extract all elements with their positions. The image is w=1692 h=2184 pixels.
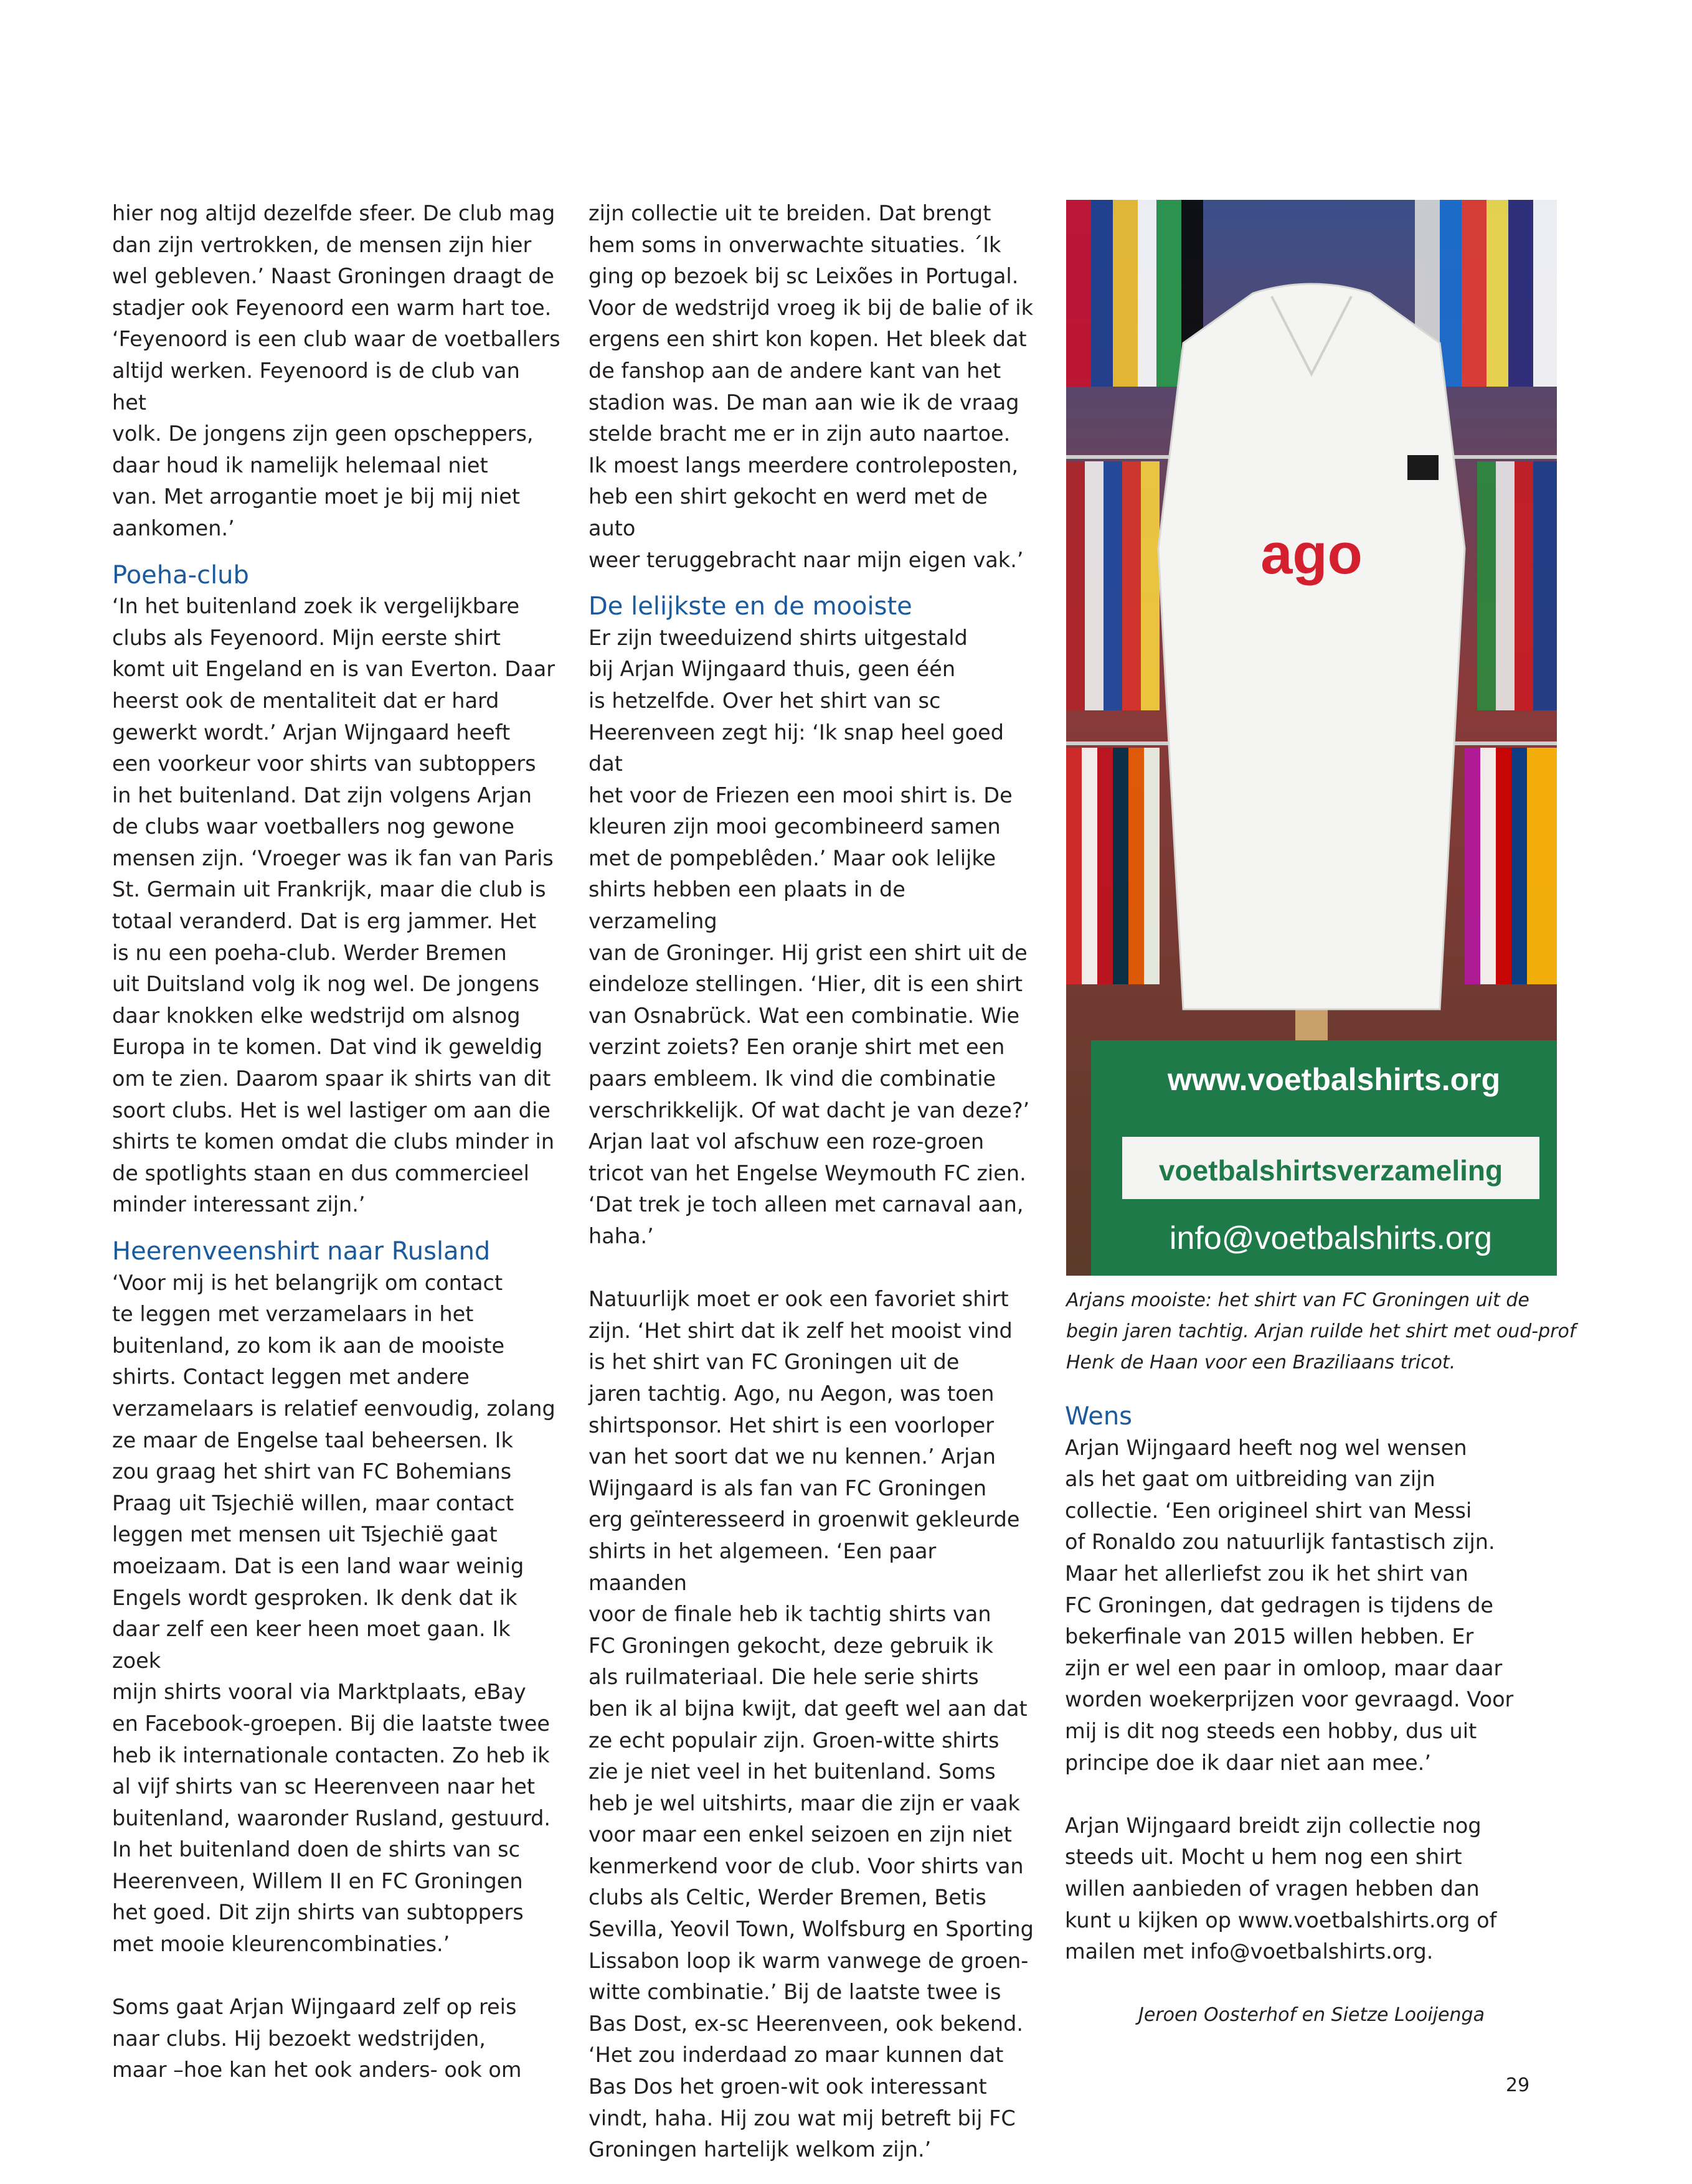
paragraph: Natuurlijk moet er ook een favoriet shirt zijn. ‘Het shirt dat ik zelf het mooist vind is het shirt van FC Groningen uit de jaren tachtig. Ago, nu Aegon, was toen shirtsponsor. Het shirt is een voorloper van het soort dat we nu kennen.’ Arjan Wijngaard is als fan van FC Groningen erg geïnteresseerd in groenwit gekleurde shirts in het algemeen. ‘Een paar maanden voor de finale heb ik tachtig shirts van FC Groningen gekocht, deze gebruik ik als ruilmateriaal. Die hele serie shirts ben ik al bijna kwijt, dat geeft wel aan dat ze echt populair zijn. Groen-witte shirts zie je niet veel in het buitenland. Soms heb je wel uitshirts, maar die zijn er vaak voor maar een enkel seizoen en zijn niet kenmerkend voor de club. Voor shirts van clubs als Celtic, Werder Bremen, Betis Sevilla, Yeovil Town, Wolfsburg en Sporting Lissabon loop ik warm vanwege de groen- witte combinatie.’ Bij de laatste twee is Bas Dost, ex-sc Heerenveen, ook bekend. ‘Het zou inderdaad zo maar kunnen dat Bas Dos het groen-wit ook interessant vindt, haha. Hij zou wat mij betreft bij FC Groningen hartelijk welkom zijn.’ [588,1287,1034,2162]
paragraph: Arjan Wijngaard heeft nog wel wensen als het gaat om uitbreiding van zijn collectie. ‘Een origineel shirt van Messi of Ronaldo zou natuurlijk fantastisch zijn. Maar het allerliefst zou ik het shirt van FC Groningen, dat gedragen is tijdens de bekerfinale van 2015 willen hebben. Er zijn er wel een paar in omloop, maar daar worden woekerprijzen voor gevraagd. Voor mij is dit nog steeds een hobby, dus uit principe doe ik daar niet aan mee.’ [1065,1435,1514,1775]
paragraph: zijn collectie uit te breiden. Dat brengt hem soms in onverwachte situaties. ´Ik ging op bezoek bij sc Leixões in Portugal. Voor de wedstrijd vroeg ik bij de balie of ik ergens een shirt kon kopen. Het bleek dat de fanshop aan de andere kant van het stadion was. De man aan wie ik de vraag stelde bracht me er in zijn auto naartoe. Ik moest langs meerdere controleposten, heb een shirt gekocht en werd met de auto weer teruggebracht naar mijn eigen vak.’ [588,201,1034,572]
shirt-photo [1066,200,1557,1276]
section-heading-heerenveenshirt: Heerenveenshirt naar Rusland [112,1237,491,1266]
paragraph: ‘Voor mij is het belangrijk om contact te leggen met verzamelaars in het buitenland, zo kom ik aan de mooiste shirts. Contact leggen met andere verzamelaars is relatief eenvoudig, zolang ze maar de Engelse taal beheersen. Ik zou graag het shirt van FC Bohemians Praag uit Tsjechië willen, maar contact leggen met mensen uit Tsjechië gaat moeizaam. Dat is een land waar weinig Engels wordt gesproken. Ik denk dat ik daar zelf een keer heen moet gaan. Ik zoek mijn shirts vooral via Marktplaats, eBay en Facebook-groepen. Bij die laatste twee heb ik internationale contacten. Zo heb ik al vijf shirts van sc Heerenveen naar het buitenland, waaronder Rusland, gestuurd. In het buitenland doen de shirts van sc Heerenveen, Willem II en FC Groningen het goed. Dit zijn shirts van subtoppers met mooie kleurencombinaties.’ [112,1270,555,1957]
sign-website: www.voetbalshirts.org [1167,1062,1501,1097]
paragraph: hier nog altijd dezelfde sfeer. De club mag dan zijn vertrokken, de mensen zijn hier wel gebleven.’ Naast Groningen draagt de stadjer ook Feyenoord een warm hart toe. ‘Feyenoord is een club waar de voetballers altijd werken. Feyenoord is de club van het volk. De jongens zijn geen opscheppers, daar houd ik namelijk helemaal niet van. Met arrogantie moet je bij mij niet aankomen.’ [112,201,560,540]
section-heading-lelijkste: De lelijkste en de mooiste [588,592,912,621]
column-1 [112,198,560,2086]
paragraph: Er zijn tweeduizend shirts uitgestald bij Arjan Wijngaard thuis, geen één is hetzelfde. Over het shirt van sc Heerenveen zegt hij: ‘Ik snap heel goed dat het voor de Friezen een mooi shirt is. De kleuren zijn mooi gecombineerd samen met de pompeblêden.’ Maar ook lelijke shirts hebben een plaats in de verzameling van de Groninger. Hij grist een shirt uit de eindeloze stellingen. ‘Hier, dit is een shirt van Osnabrück. Wat een combinatie. Wie verzint zoiets? Een oranje shirt met een paars embleem. Ik vind die combinatie verschrikkelijk. Of wat dacht je van deze?’ Arjan laat vol afschuw een roze-groen tricot van het Engelse Weymouth FC zien. ‘Dat trek je toch alleen met carnaval aan, haha.’ [588,625,1030,1248]
page-number: 29 [1506,2074,1530,2096]
column-2 [588,198,1037,2166]
sign-collection: voetbalshirtsverzameling [1158,1154,1503,1187]
sponsor-logo: ago [1260,522,1363,586]
column-3 [1065,1401,1582,1968]
section-heading-poeha-club: Poeha-club [112,560,249,590]
section-heading-wens: Wens [1065,1402,1133,1431]
paragraph: ‘In het buitenland zoek ik vergelijkbare clubs als Feyenoord. Mijn eerste shirt komt uit Engeland en is van Everton. Daar heerst ook de mentaliteit dat er hard gewerkt wordt.’ Arjan Wijngaard heeft een voorkeur voor shirts van subtoppers in het buitenland. Dat zijn volgens Arjan de clubs waar voetballers nog gewone mensen zijn. ‘Vroeger was ik fan van Paris St. Germain uit Frankrijk, maar die club is totaal veranderd. Dat is erg jammer. Het is nu een poeha-club. Werder Bremen uit Duitsland volg ik nog wel. De jongens daar knokken elke wedstrijd om alsnog Europa in te komen. Dat vind ik geweldig om te zien. Daarom spaar ik shirts van dit soort clubs. Het is wel lastiger om aan die shirts te komen omdat die clubs minder in de spotlights staan en dus commercieel minder interessant zijn.’ [112,594,555,1217]
author-byline: Jeroen Oosterhof en Sietze Looijenga [1138,2004,1485,2026]
paragraph: Soms gaat Arjan Wijngaard zelf op reis naar clubs. Hij bezoekt wedstrijden, maar –hoe kan het ook anders- ook om [112,1995,522,2083]
paragraph: Arjan Wijngaard breidt zijn collectie nog steeds uit. Mocht u hem nog een shirt willen aanbieden of vragen hebben dan kunt u kijken op www.voetbalshirts.org of mailen met info@voetbalshirts.org. [1065,1813,1497,1964]
photo-caption: Arjans mooiste: het shirt van FC Groningen uit de begin jaren tachtig. Arjan ruilde het shirt met oud-prof Henk de Haan voor een Braziliaans tricot. [1066,1289,1576,1373]
sign-email: info@voetbalshirts.org [1169,1220,1493,1256]
